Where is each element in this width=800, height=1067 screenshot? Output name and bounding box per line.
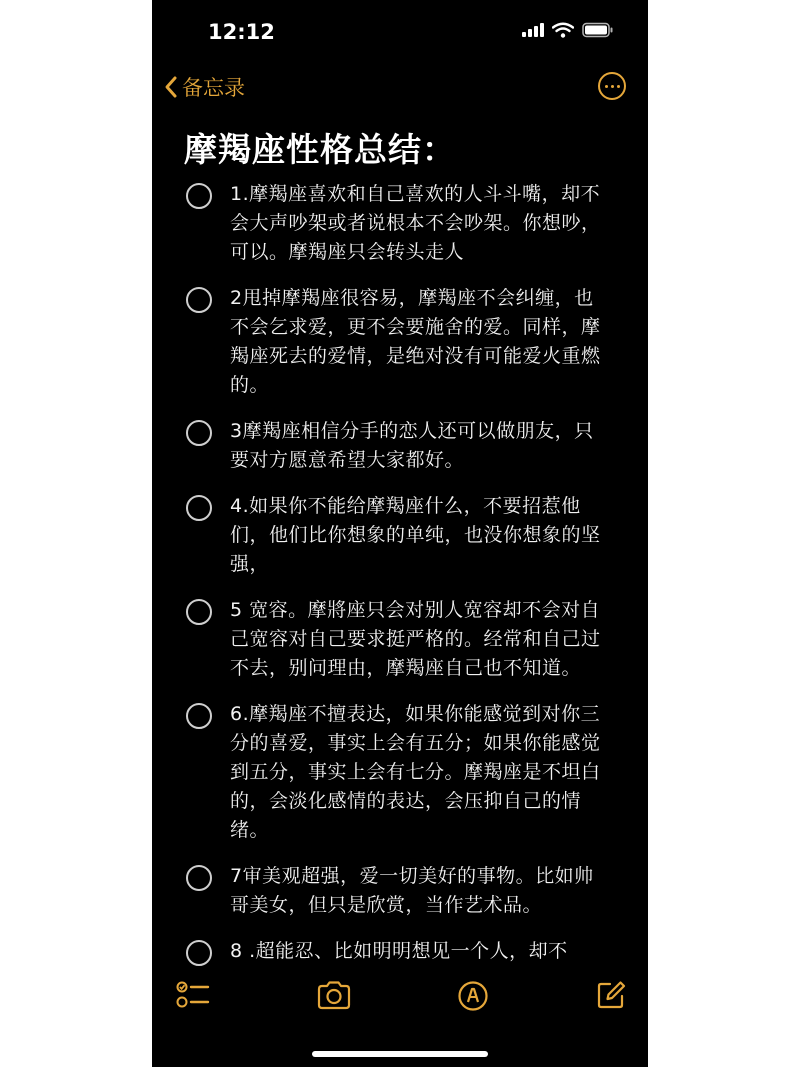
checklist-item-text[interactable]: 1.摩羯座喜欢和自己喜欢的人斗斗嘴，却不会大声吵架或者说根本不会吵架。你想吵，可以。摩羯座只会转头走人: [230, 183, 601, 263]
checklist-button[interactable]: [176, 980, 210, 1014]
checklist-item: [152, 937, 648, 966]
checklist-item: [152, 700, 648, 845]
status-time: 12:12: [208, 20, 275, 44]
battery-icon: [582, 22, 614, 38]
checklist-icon: [176, 980, 210, 1010]
checkbox-circle[interactable]: [186, 420, 212, 446]
chevron-left-icon: [164, 75, 178, 99]
checklist-item: [152, 596, 648, 683]
wifi-icon: [552, 22, 574, 38]
note-title: 摩羯座性格总结：: [184, 130, 456, 169]
checklist-item-text[interactable]: 2甩掉摩羯座很容易，摩羯座不会纠缠，也不会乞求爱，更不会要施舍的爱。同样，摩羯座死去的爱情，是绝对没有可能爱火重燃的。: [230, 287, 601, 396]
checklist-item-text[interactable]: 4.如果你不能给摩羯座什么，不要招惹他们，他们比你想象的单纯，也没你想象的坚强，: [230, 495, 601, 575]
bottom-toolbar: [152, 968, 648, 1028]
home-indicator[interactable]: [312, 1051, 488, 1057]
checklist-item-text[interactable]: 3摩羯座相信分手的恋人还可以做朋友，只要对方愿意希望大家都好。: [230, 420, 594, 471]
camera-button[interactable]: [316, 980, 352, 1014]
checklist-item-text[interactable]: 7审美观超强，爱一切美好的事物。比如帅哥美女，但只是欣赏，当作艺术品。: [230, 865, 594, 916]
navigation-bar: [152, 66, 648, 110]
checkbox-circle[interactable]: [186, 703, 212, 729]
checkbox-circle[interactable]: [186, 940, 212, 966]
checkbox-circle[interactable]: [186, 183, 212, 209]
ellipsis-icon: [605, 85, 608, 88]
checklist-item-text[interactable]: 6.摩羯座不擅表达，如果你能感觉到对你三分的喜爱，事实上会有五分；如果你能感觉到五分，事实上会有七分。摩羯座是不坦白的，会淡化感情的表达，会压抑自己的情绪。: [230, 703, 601, 841]
compose-icon: [596, 980, 626, 1010]
checklist-item: [152, 180, 648, 267]
checklist: [152, 180, 648, 970]
checklist-item: [152, 417, 648, 475]
markup-pen-icon: [457, 980, 489, 1012]
checklist-item: [152, 492, 648, 579]
checkbox-circle[interactable]: [186, 495, 212, 521]
camera-icon: [316, 980, 352, 1010]
more-options-button[interactable]: [598, 72, 626, 100]
checklist-item: [152, 284, 648, 400]
status-bar: [152, 0, 648, 64]
checkbox-circle[interactable]: [186, 599, 212, 625]
checklist-item-text[interactable]: 8 .超能忍、比如明明想见一个人，却不: [230, 940, 568, 962]
checklist-item: [152, 862, 648, 920]
markup-button[interactable]: [457, 980, 489, 1016]
status-icons: [522, 22, 614, 38]
back-button[interactable]: [164, 72, 245, 102]
back-label: 备忘录: [182, 76, 245, 100]
checkbox-circle[interactable]: [186, 287, 212, 313]
notes-app-screen: [152, 0, 648, 1067]
cellular-signal-icon: [522, 23, 544, 37]
checkbox-circle[interactable]: [186, 865, 212, 891]
compose-button[interactable]: [596, 980, 626, 1014]
checklist-item-text[interactable]: 5 宽容。摩將座只会对别人宽容却不会对自己宽容对自己要求挺严格的。经常和自己过不去，别问理由，摩羯座自己也不知道。: [230, 599, 601, 679]
